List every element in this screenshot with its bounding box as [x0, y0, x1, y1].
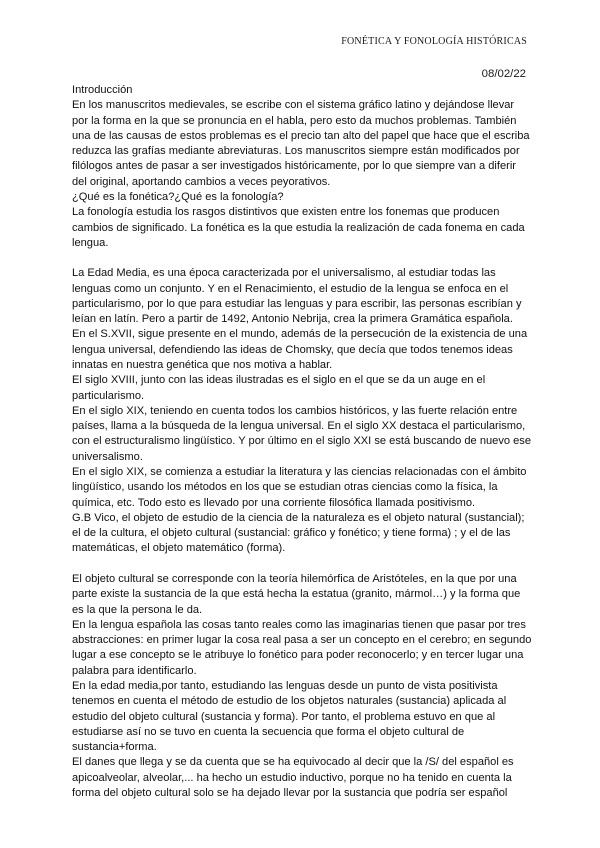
document-header-title: FONÉTICA Y FONOLOGÍA HISTÓRICAS — [341, 36, 527, 47]
paragraph: El danes que llega y se da cuenta que se ha equivocado al decir que la /S/ del español es apicoalveolar, alveolar,... ha hecho un estudio inductivo, porque no ha tenido en cuenta la forma del objeto cultural solo se ha dejado llevar por la sustancia que podría ser español — [72, 756, 514, 799]
paragraph: La fonología estudia los rasgos distintivos que existen entre los fonemas que producen cambios de significado. La fonética es la que estudia la realización de cada fonema en cada lengua. — [72, 206, 525, 249]
question-line: ¿Qué es la fonética?¿Qué es la fonología? — [72, 190, 284, 203]
paragraph: El objeto cultural se corresponde con la teoría hilemórfica de Aristóteles, en la que por una parte existe la sustancia de la que está hecha la estatua (granito, mármol…) y la forma que es la que la persona le da. — [72, 572, 521, 616]
paragraph: G.B Vico, el objeto de estudio de la ciencia de la naturaleza es el objeto natural (sustancial); el de la cultura, el objeto cultural (sustancial: gráfico y fonético; y tiene forma) ; y el de las matemáticas, el objeto matemático (forma). — [72, 511, 525, 555]
paragraph: En el siglo XIX, se comienza a estudiar la literatura y las ciencias relacionadas con el ámbito lingüístico, usando los métodos en los que se estudian otras ciencias como la física, la química, etc. Todo esto es llevado por una corriente filosófica llamada positivismo. — [72, 466, 527, 509]
section-heading: Introducción — [72, 84, 133, 96]
paragraph: En la edad media,por tanto, estudiando las lenguas desde un punto de vista positivista tenemos en cuenta el método de estudio de los objetos naturales (sustancia) aplicada al estudio del objeto cultural (sustancia y forma). Por tanto, el problema estuvo en que al estudiarse así no se tuvo en cuenta la secuencia que forma el objeto cultural de sustancia+forma. — [72, 679, 507, 754]
document-date: 08/02/22 — [481, 68, 526, 80]
paragraph: La Edad Media, es una época caracterizada por el universalismo, al estudiar todas las lenguas como un conjunto. Y en el Renacimiento, el estudio de la lengua se enfoca en el particularismo, por lo que para estudiar las lenguas y para escribir, las personas escribían y leían en latín. Pero a partir de 1492, Antonio Nebrija, crea la primera Gramática española. — [72, 267, 522, 326]
paragraph: El siglo XVIII, junto con las ideas ilustradas es el siglo en el que se da un auge en el particularismo. — [72, 374, 486, 402]
paragraph: En los manuscritos medievales, se escribe con el sistema gráfico latino y dejándose llevar por la forma en la que se pronuncia en el habla, pero esto da muchos problemas. También una de las causas de estos problemas es el precio tan alto del papel que hace que el escriba reduzca las grafías mediante abreviaturas. Los manuscritos siempre están modificados por filólogos antes de pasar a ser investigados históricamente, por lo que siempre van a diferir del original, aportando cambios a veces peyorativos. — [72, 99, 530, 188]
paragraph: En el S.XVII, sigue presente en el mundo, además de la persecución de la existencia de una lengua universal, defendiendo las ideas de Chomsky, que decía que todos tenemos ideas innatas en nuestra genética que nos motiva a hablar. — [72, 328, 528, 372]
document-body — [72, 83, 532, 801]
paragraph: En el siglo XIX, teniendo en cuenta todos los cambios históricos, y las fuerte relación entre países, llama a la búsqueda de la lengua universal. En el siglo XX destaca el particularismo, con el estructuralismo lingüístico. Y por último en el siglo XXI se está buscando de nuevo ese universalismo. — [72, 404, 532, 463]
paragraph: En la lengua española las cosas tanto reales como las imaginarias tienen que pasar por tres abstracciones: en primer lugar la cosa real pasa a ser un concepto en el cerebro; en segundo lugar a ese concepto se le atribuye lo fonético para poder reconocerlo; y en tercer lugar una palabra para identificarlo. — [72, 618, 532, 677]
